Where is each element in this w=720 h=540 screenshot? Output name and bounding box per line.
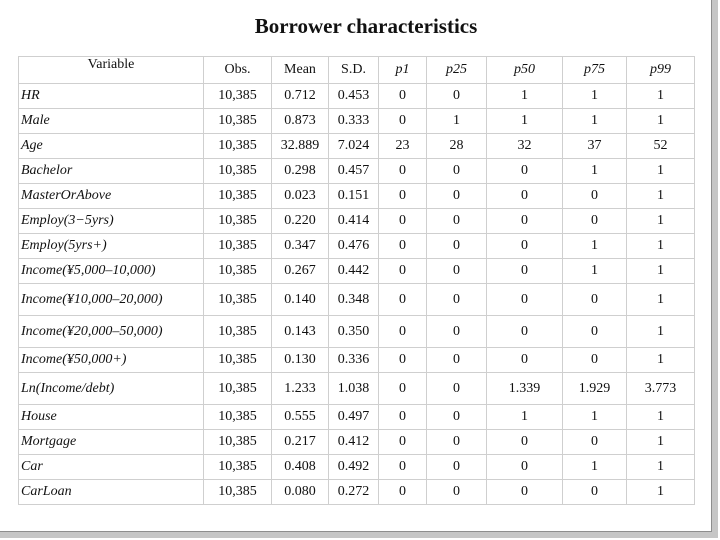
cell-p1: 0: [379, 455, 427, 480]
cell-sd: 0.272: [329, 480, 379, 505]
table-row: [19, 348, 695, 373]
cell-p25: 1: [427, 109, 487, 134]
table-row: [19, 209, 695, 234]
table-row: [19, 480, 695, 505]
cell-p75: 0: [563, 184, 627, 209]
cell-p99: 1: [627, 109, 695, 134]
cell-sd: 0.333: [329, 109, 379, 134]
cell-obs: 10,385: [204, 209, 272, 234]
cell-p75: 1: [563, 259, 627, 284]
cell-mean: 32.889: [272, 134, 329, 159]
cell-p75: 1: [563, 109, 627, 134]
cell-p25: 0: [427, 405, 487, 430]
column-header-p99: p99: [627, 57, 695, 84]
cell-p75: 37: [563, 134, 627, 159]
cell-p75: 0: [563, 480, 627, 505]
cell-variable: Employ(3−5yrs): [19, 209, 204, 234]
cell-variable: Bachelor: [19, 159, 204, 184]
cell-p99: 1: [627, 348, 695, 373]
cell-p1: 0: [379, 405, 427, 430]
cell-p25: 0: [427, 184, 487, 209]
table-row: [19, 316, 695, 348]
table-row: [19, 109, 695, 134]
table-row: [19, 184, 695, 209]
cell-p99: 1: [627, 316, 695, 348]
cell-obs: 10,385: [204, 234, 272, 259]
cell-variable: MasterOrAbove: [19, 184, 204, 209]
cell-sd: 0.497: [329, 405, 379, 430]
cell-mean: 0.217: [272, 430, 329, 455]
cell-p25: 0: [427, 284, 487, 316]
cell-mean: 0.555: [272, 405, 329, 430]
cell-obs: 10,385: [204, 184, 272, 209]
cell-p75: 0: [563, 430, 627, 455]
cell-p75: 1: [563, 234, 627, 259]
cell-p50: 1.339: [487, 373, 563, 405]
cell-mean: 0.347: [272, 234, 329, 259]
cell-p1: 0: [379, 184, 427, 209]
cell-obs: 10,385: [204, 405, 272, 430]
cell-variable: Mortgage: [19, 430, 204, 455]
column-header-p1: p1: [379, 57, 427, 84]
cell-p50: 32: [487, 134, 563, 159]
cell-p50: 0: [487, 184, 563, 209]
column-header-variable: Variable: [19, 57, 204, 84]
cell-sd: 0.350: [329, 316, 379, 348]
cell-mean: 0.220: [272, 209, 329, 234]
column-header-mean: Mean: [272, 57, 329, 84]
cell-p1: 0: [379, 234, 427, 259]
cell-p99: 1: [627, 84, 695, 109]
cell-p50: 0: [487, 234, 563, 259]
column-header-obs: Obs.: [204, 57, 272, 84]
cell-p99: 1: [627, 284, 695, 316]
cell-p25: 0: [427, 373, 487, 405]
cell-variable: Income(¥50,000+): [19, 348, 204, 373]
cell-p75: 0: [563, 284, 627, 316]
cell-variable: Income(¥5,000–10,000): [19, 259, 204, 284]
cell-p1: 0: [379, 480, 427, 505]
cell-obs: 10,385: [204, 109, 272, 134]
cell-p99: 1: [627, 159, 695, 184]
cell-p99: 1: [627, 209, 695, 234]
column-header-sd: S.D.: [329, 57, 379, 84]
cell-variable: House: [19, 405, 204, 430]
cell-p50: 0: [487, 455, 563, 480]
table-row: [19, 373, 695, 405]
table-row: [19, 159, 695, 184]
cell-p50: 0: [487, 348, 563, 373]
cell-p99: 1: [627, 259, 695, 284]
cell-p50: 1: [487, 109, 563, 134]
cell-obs: 10,385: [204, 316, 272, 348]
table-row: [19, 430, 695, 455]
cell-p1: 0: [379, 209, 427, 234]
table-body: [19, 84, 695, 505]
table-row: [19, 405, 695, 430]
cell-p1: 0: [379, 259, 427, 284]
cell-p99: 1: [627, 234, 695, 259]
cell-sd: 7.024: [329, 134, 379, 159]
cell-obs: 10,385: [204, 455, 272, 480]
cell-variable: Income(¥10,000–20,000): [19, 284, 204, 316]
column-header-p50: p50: [487, 57, 563, 84]
cell-variable: Car: [19, 455, 204, 480]
cell-mean: 1.233: [272, 373, 329, 405]
cell-obs: 10,385: [204, 134, 272, 159]
cell-p99: 1: [627, 480, 695, 505]
cell-variable: Ln(Income/debt): [19, 373, 204, 405]
cell-sd: 0.414: [329, 209, 379, 234]
cell-obs: 10,385: [204, 259, 272, 284]
cell-sd: 0.151: [329, 184, 379, 209]
cell-variable: CarLoan: [19, 480, 204, 505]
cell-p50: 0: [487, 480, 563, 505]
table-row: [19, 234, 695, 259]
cell-p25: 28: [427, 134, 487, 159]
cell-p50: 0: [487, 209, 563, 234]
cell-p25: 0: [427, 430, 487, 455]
cell-p75: 1.929: [563, 373, 627, 405]
table-row: [19, 455, 695, 480]
cell-p75: 0: [563, 348, 627, 373]
table-title: Borrower characteristics: [254, 14, 478, 38]
cell-p75: 1: [563, 84, 627, 109]
cell-p1: 0: [379, 109, 427, 134]
cell-p25: 0: [427, 480, 487, 505]
column-header-p75: p75: [563, 57, 627, 84]
cell-p50: 0: [487, 159, 563, 184]
cell-variable: Male: [19, 109, 204, 134]
cell-obs: 10,385: [204, 480, 272, 505]
cell-p50: 0: [487, 430, 563, 455]
cell-p75: 1: [563, 159, 627, 184]
cell-p1: 0: [379, 159, 427, 184]
cell-sd: 1.038: [329, 373, 379, 405]
cell-p99: 3.773: [627, 373, 695, 405]
cell-sd: 0.336: [329, 348, 379, 373]
cell-variable: Employ(5yrs+): [19, 234, 204, 259]
cell-p50: 1: [487, 405, 563, 430]
cell-sd: 0.348: [329, 284, 379, 316]
cell-p25: 0: [427, 209, 487, 234]
cell-mean: 0.267: [272, 259, 329, 284]
cell-p1: 0: [379, 284, 427, 316]
cell-p25: 0: [427, 316, 487, 348]
cell-p1: 0: [379, 430, 427, 455]
cell-p50: 0: [487, 316, 563, 348]
cell-p50: 1: [487, 84, 563, 109]
column-header-p25: p25: [427, 57, 487, 84]
cell-sd: 0.476: [329, 234, 379, 259]
cell-sd: 0.492: [329, 455, 379, 480]
cell-obs: 10,385: [204, 430, 272, 455]
cell-sd: 0.453: [329, 84, 379, 109]
cell-p25: 0: [427, 234, 487, 259]
cell-mean: 0.023: [272, 184, 329, 209]
cell-p1: 0: [379, 348, 427, 373]
cell-mean: 0.130: [272, 348, 329, 373]
cell-mean: 0.408: [272, 455, 329, 480]
cell-p25: 0: [427, 259, 487, 284]
cell-mean: 0.298: [272, 159, 329, 184]
cell-p25: 0: [427, 159, 487, 184]
table-row: [19, 84, 695, 109]
cell-mean: 0.143: [272, 316, 329, 348]
cell-p50: 0: [487, 259, 563, 284]
cell-mean: 0.712: [272, 84, 329, 109]
cell-mean: 0.140: [272, 284, 329, 316]
cell-p75: 0: [563, 209, 627, 234]
cell-variable: Age: [19, 134, 204, 159]
cell-p99: 52: [627, 134, 695, 159]
cell-obs: 10,385: [204, 348, 272, 373]
cell-p1: 23: [379, 134, 427, 159]
cell-variable: HR: [19, 84, 204, 109]
cell-p25: 0: [427, 455, 487, 480]
cell-obs: 10,385: [204, 373, 272, 405]
cell-mean: 0.873: [272, 109, 329, 134]
cell-p99: 1: [627, 184, 695, 209]
cell-sd: 0.412: [329, 430, 379, 455]
cell-obs: 10,385: [204, 284, 272, 316]
header-row: [19, 57, 695, 84]
cell-variable: Income(¥20,000–50,000): [19, 316, 204, 348]
cell-p99: 1: [627, 405, 695, 430]
cell-mean: 0.080: [272, 480, 329, 505]
cell-p1: 0: [379, 373, 427, 405]
borrower-characteristics-table: [18, 56, 695, 505]
cell-sd: 0.442: [329, 259, 379, 284]
cell-p75: 1: [563, 405, 627, 430]
table-row: [19, 259, 695, 284]
cell-p99: 1: [627, 430, 695, 455]
cell-p25: 0: [427, 84, 487, 109]
table-row: [19, 284, 695, 316]
cell-obs: 10,385: [204, 84, 272, 109]
cell-sd: 0.457: [329, 159, 379, 184]
cell-p50: 0: [487, 284, 563, 316]
cell-obs: 10,385: [204, 159, 272, 184]
cell-p99: 1: [627, 455, 695, 480]
cell-p75: 1: [563, 455, 627, 480]
cell-p25: 0: [427, 348, 487, 373]
cell-p75: 0: [563, 316, 627, 348]
cell-p1: 0: [379, 84, 427, 109]
cell-p1: 0: [379, 316, 427, 348]
table-row: [19, 134, 695, 159]
